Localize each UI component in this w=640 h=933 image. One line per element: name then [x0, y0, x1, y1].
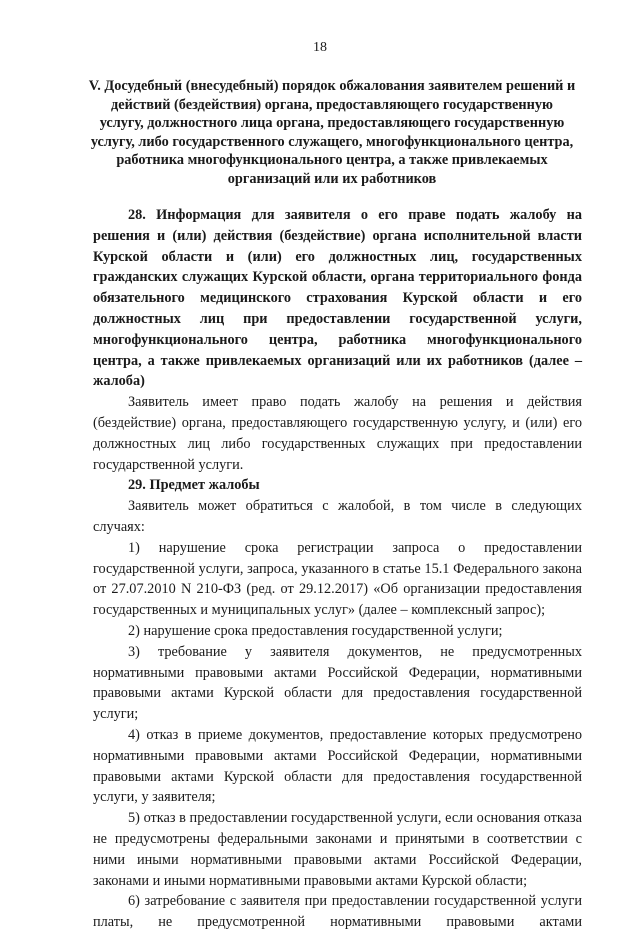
clause-29-item-6: 6) затребование с заявителя при предоставлении государственной услуги платы, не предусмотренной нормативными правовыми актами [93, 893, 582, 931]
section-title: V. Досудебный (внесудебный) порядок обжалования заявителем решений и действий (бездействия) органа, предоставляющего государственную услугу, должностного лица органа, предоставляющего государственную услугу, либо государственного служащего, многофункционального центра, работника многофункционального центра, а также привлекаемых организаций или их работников [88, 78, 576, 187]
page-number: 18 [313, 40, 327, 55]
clause-29-item-5: 5) отказ в предоставлении государственной услуги, если основания отказа не предусмотрены федеральными законами и принятыми в соответствии с ними иными нормативными правовыми актами Российской Федерации, законами и иными нормативными правовыми актами Курской области; [93, 810, 582, 889]
document-body [93, 205, 582, 933]
clause-28-heading: 28. Информация для заявителя о его праве подать жалобу на решения и (или) действия (бездействие) органа исполнительной власти Курской области и (или) его должностных лиц, государственных гражданских служащих Курской области, органа территориального фонда обязательного медицинского страхования Курской области и его должностных лиц при предоставлении государственной услуги, многофункционального центра, работника многофункционального центра, а также привлекаемых организаций или их работников (далее – жалоба) [93, 207, 582, 390]
clause-28-text: Заявитель имеет право подать жалобу на решения и действия (бездействие) органа, предоставляющего государственную услугу, и (или) его должностных лиц либо государственных служащих при предоставлении государственной услуги. [93, 394, 582, 473]
clause-29-item-2: 2) нарушение срока предоставления государственной услуги; [128, 622, 503, 639]
clause-29-item-1: 1) нарушение срока регистрации запроса о предоставлении государственной услуги, запроса, указанного в статье 15.1 Федерального закона от 27.07.2010 N 210-ФЗ (ред. от 29.12.2017) «Об организации предоставления государственных и муниципальных услуг» (далее – комплексный запрос); [93, 539, 582, 619]
clause-29-item-3: 3) требование у заявителя документов, не предусмотренных нормативными правовыми актами Российской Федерации, нормативными правовыми актами Курской области для предоставления государственной услуги; [93, 643, 582, 723]
clause-29-intro: Заявитель может обратиться с жалобой, в том числе в следующих случаях: [93, 498, 582, 535]
clause-29-item-4: 4) отказ в приеме документов, предоставление которых предусмотрено нормативными правовыми актами Российской Федерации, нормативными правовыми актами Курской области для предоставления государственной услуги, у заявителя; [93, 726, 582, 806]
clause-29-heading: 29. Предмет жалобы [128, 477, 260, 494]
